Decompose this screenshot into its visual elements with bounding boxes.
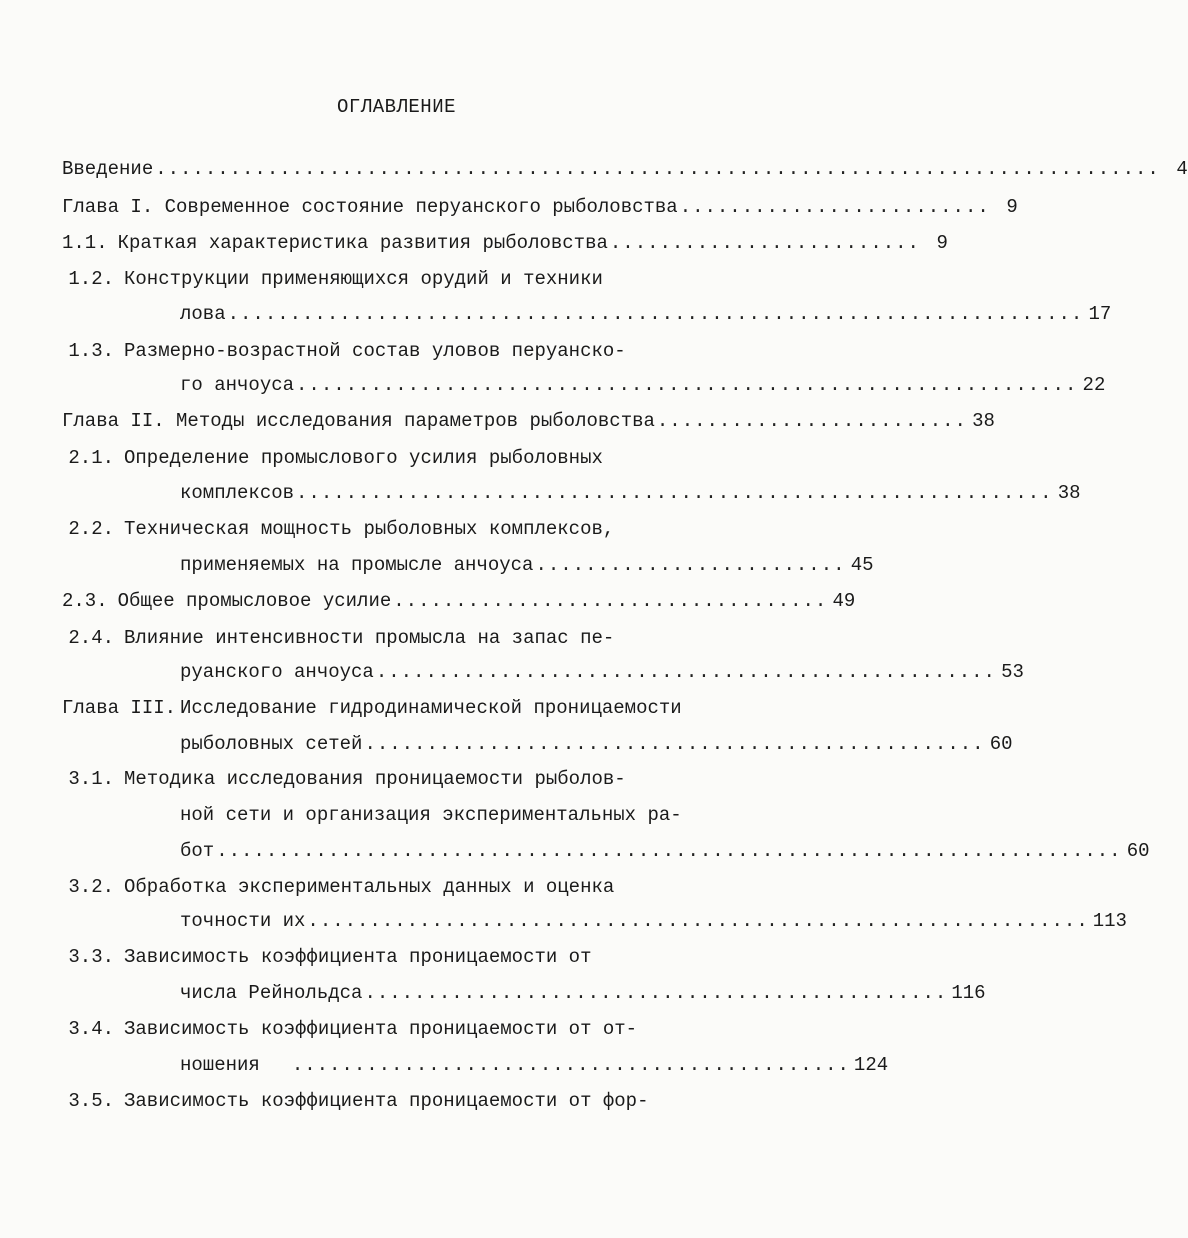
- toc-entry-2-4-cont: [62, 661, 1024, 687]
- toc-text: Техническая мощность рыболовных комплексов,: [124, 518, 615, 540]
- section-number: 3.5.: [68, 1090, 114, 1112]
- page-number: 45: [850, 554, 874, 576]
- toc-text: Исследование гидродинамической проницаемости: [180, 697, 682, 719]
- toc-entry-3-4: [62, 1018, 714, 1044]
- page-number: 38: [972, 410, 995, 432]
- section-number: 2.3.: [62, 590, 108, 612]
- section-number: 3.3.: [68, 946, 114, 968]
- toc-text: Глава II. Методы исследования параметров рыболовства: [62, 410, 655, 432]
- toc-entry-chapter-1: [62, 196, 1018, 222]
- toc-entry-3-2: [62, 876, 714, 902]
- leader-dots: .............................................................: [296, 482, 1053, 504]
- chapter-label: Глава III.: [62, 697, 177, 719]
- leader-dots: .........................: [535, 554, 846, 576]
- toc-text: ношения: [180, 1054, 260, 1076]
- page-number: 22: [1082, 374, 1106, 396]
- section-number: 1.2.: [68, 268, 114, 290]
- toc-entry-2-1-cont: [62, 482, 1081, 508]
- page-number: 53: [1001, 661, 1024, 683]
- toc-entry-2-3: [62, 590, 856, 616]
- section-number: 3.4.: [68, 1018, 114, 1040]
- toc-entry-1-1: [62, 232, 948, 258]
- toc-text: комплексов: [180, 482, 295, 504]
- toc-text: Размерно-возрастной состав уловов перуанско-: [124, 340, 626, 362]
- section-number: 2.1.: [68, 447, 114, 469]
- section-number: 3.2.: [68, 876, 114, 898]
- toc-text: Зависимость коэффициента проницаемости от от-: [124, 1018, 638, 1040]
- toc-text: бот: [180, 840, 215, 862]
- toc-entry-chapter-3-cont: [62, 733, 1013, 759]
- leader-dots: ..................................................: [364, 733, 985, 755]
- toc-entry-2-2: [62, 518, 714, 544]
- toc-text: руанского анчоуса: [180, 661, 374, 683]
- toc-entry-3-1-cont: [62, 804, 714, 830]
- toc-text: Влияние интенсивности промысла на запас пе-: [124, 627, 615, 649]
- leader-dots: ...................................: [393, 590, 828, 612]
- leader-dots: .........................: [656, 410, 967, 432]
- toc-text: го анчоуса: [180, 374, 295, 396]
- toc-entry-chapter-2: [62, 410, 995, 436]
- toc-text: Конструкции применяющихся орудий и техники: [124, 268, 603, 290]
- section-number: 1.3.: [68, 340, 114, 362]
- toc-entry-3-2-cont: [62, 910, 1127, 936]
- toc-entry-3-5: [62, 1090, 714, 1116]
- leader-dots: .........................: [609, 232, 920, 254]
- leader-dots: ...............................................................: [307, 910, 1089, 932]
- page-number: 4: [1176, 158, 1188, 180]
- section-number: 2.4.: [68, 627, 114, 649]
- toc-text: лова: [180, 303, 226, 325]
- toc-text: применяемых на промысле анчоуса: [180, 554, 534, 576]
- toc-text: Глава I. Современное состояние перуанского рыболовства: [62, 196, 678, 218]
- leader-dots: .....................................................................: [227, 303, 1084, 325]
- toc-text: Определение промыслового усилия рыболовных: [124, 447, 603, 469]
- toc-text: ной сети и организация экспериментальных ра-: [180, 804, 682, 826]
- toc-text: Зависимость коэффициента проницаемости от: [124, 946, 592, 968]
- toc-entry-2-1: [62, 447, 714, 473]
- toc-text: точности их: [180, 910, 306, 932]
- page-number: 113: [1092, 910, 1127, 932]
- toc-text: Обработка экспериментальных данных и оценка: [124, 876, 615, 898]
- leader-dots: ..................................................: [375, 661, 996, 683]
- leader-dots: .............................................: [291, 1054, 850, 1076]
- section-number: 2.2.: [68, 518, 114, 540]
- toc-entry-1-2-cont: [62, 303, 1112, 329]
- toc-text: Общее промысловое усилие: [117, 590, 392, 612]
- section-number: 1.1.: [62, 232, 108, 254]
- page-number: 9: [936, 232, 948, 254]
- toc-entry-1-2: [62, 268, 714, 294]
- toc-text: рыболовных сетей: [180, 733, 363, 755]
- toc-entry-2-4: [62, 627, 714, 653]
- toc-text: Зависимость коэффициента проницаемости от фор-: [124, 1090, 649, 1112]
- page-number: 124: [853, 1054, 889, 1076]
- toc-entry-3-1-cont2: [62, 840, 1150, 866]
- toc-entry-1-3-cont: [62, 374, 1106, 400]
- toc-text: числа Рейнольдса: [180, 982, 363, 1004]
- leader-dots: ...............................................: [364, 982, 948, 1004]
- page-title: ОГЛАВЛЕНИЕ: [336, 96, 457, 118]
- leader-dots: ...............................................................: [296, 374, 1078, 396]
- toc-entry-chapter-3: [62, 697, 714, 723]
- toc-text: Краткая характеристика развития рыболовства: [117, 232, 608, 254]
- section-number: 3.1.: [68, 768, 114, 790]
- toc-entry-3-4-cont: [62, 1054, 889, 1080]
- page-number: 60: [1126, 840, 1150, 862]
- page-number: 116: [951, 982, 986, 1004]
- toc-entry-intro: [62, 158, 1188, 184]
- toc-text: Методика исследования проницаемости рыболов-: [124, 768, 626, 790]
- toc-entry-3-3: [62, 946, 714, 972]
- toc-text: Введение: [62, 158, 154, 180]
- page-number: 49: [832, 590, 856, 612]
- toc-entry-2-2-cont: [62, 554, 874, 580]
- page-number: 17: [1088, 303, 1112, 325]
- leader-dots: .................................................................................: [155, 158, 1160, 180]
- page-number: 9: [1006, 196, 1018, 218]
- page-number: 60: [989, 733, 1013, 755]
- toc-entry-1-3: [62, 340, 714, 366]
- page-number: 38: [1057, 482, 1081, 504]
- toc-entry-3-1: [62, 768, 714, 794]
- toc-entry-3-3-cont: [62, 982, 986, 1008]
- leader-dots: .........................: [679, 196, 990, 218]
- leader-dots: .........................................................................: [216, 840, 1122, 862]
